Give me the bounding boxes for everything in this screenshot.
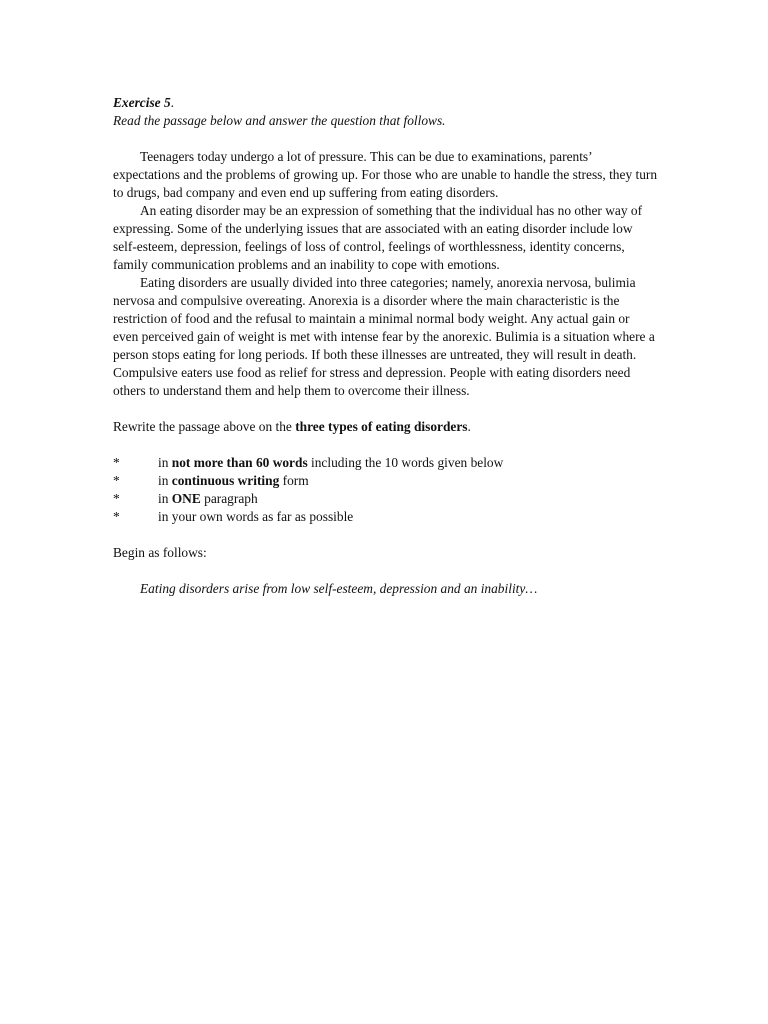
- exercise-content: [113, 94, 658, 598]
- passage-paragraph-1: Teenagers today undergo a lot of pressure. This can be due to examinations, parents’ expectations and the problems of growing up. For those who are unable to handle the stress, they turn to drugs, bad company and even end up suffering from eating disorders.: [113, 149, 658, 200]
- task-instruction: [113, 418, 658, 436]
- bullet-mark: *: [113, 491, 120, 506]
- exercise-title: Exercise 5: [113, 95, 171, 110]
- exercise-title-dot: .: [170, 95, 175, 110]
- requirement-pre: in: [158, 455, 172, 470]
- passage-paragraph-3: Eating disorders are usually divided into three categories; namely, anorexia nervosa, bulimia nervosa and compulsive overeating. Anorexia is a disorder where the main characteristic is the restriction of food and the refusal to maintain a minimal normal body weight. Any actual gain or even perceived gain of weight is met with intense fear by the anorexic. Bulimia is a situation where a person stops eating for long periods. If both these illnesses are untreated, they will result in death. Compulsive eaters use food as relief for stress and depression. People with eating disorders need others to understand them and help them to overcome their illness.: [113, 275, 655, 398]
- requirement-bold: ONE: [171, 491, 201, 506]
- bullet-mark: *: [113, 455, 120, 470]
- task-emphasis: three types of eating disorders: [295, 419, 468, 434]
- requirement-item: [113, 490, 658, 508]
- requirement-pre: in: [158, 473, 172, 488]
- requirement-bold: not more than 60 words: [171, 455, 308, 470]
- requirement-pre: in your own words as far as possible: [158, 509, 354, 524]
- requirement-bold: continuous writing: [171, 473, 280, 488]
- requirement-post: form: [279, 473, 309, 488]
- requirement-text: [158, 454, 503, 472]
- begin-label: Begin as follows:: [113, 545, 207, 560]
- requirement-post: paragraph: [200, 491, 258, 506]
- exercise-instruction: Read the passage below and answer the question that follows.: [113, 113, 446, 128]
- requirement-text: [158, 508, 353, 526]
- requirement-item: [113, 508, 658, 526]
- bullet-mark: *: [113, 473, 120, 488]
- requirement-pre: in: [158, 491, 172, 506]
- requirement-text: [158, 490, 258, 508]
- bullet-mark: *: [113, 509, 120, 524]
- requirement-post: including the 10 words given below: [307, 455, 504, 470]
- task-suffix: .: [467, 419, 471, 434]
- exercise-heading: [113, 94, 658, 112]
- requirements-list: [113, 454, 658, 526]
- requirement-item: [113, 472, 658, 490]
- reading-passage: [113, 148, 658, 400]
- requirement-item: [113, 454, 658, 472]
- starter-sentence: Eating disorders arise from low self-esteem, depression and an inability…: [140, 581, 538, 596]
- passage-paragraph-2: An eating disorder may be an expression of something that the individual has no other way of expressing. Some of the underlying issues that are associated with an eating disorder include low self-esteem, depression, feelings of loss of control, feelings of worthlessness, identity concerns, family communication problems and an inability to cope with emotions.: [113, 203, 643, 272]
- requirement-text: [158, 472, 309, 490]
- task-prefix: Rewrite the passage above on the: [113, 419, 296, 434]
